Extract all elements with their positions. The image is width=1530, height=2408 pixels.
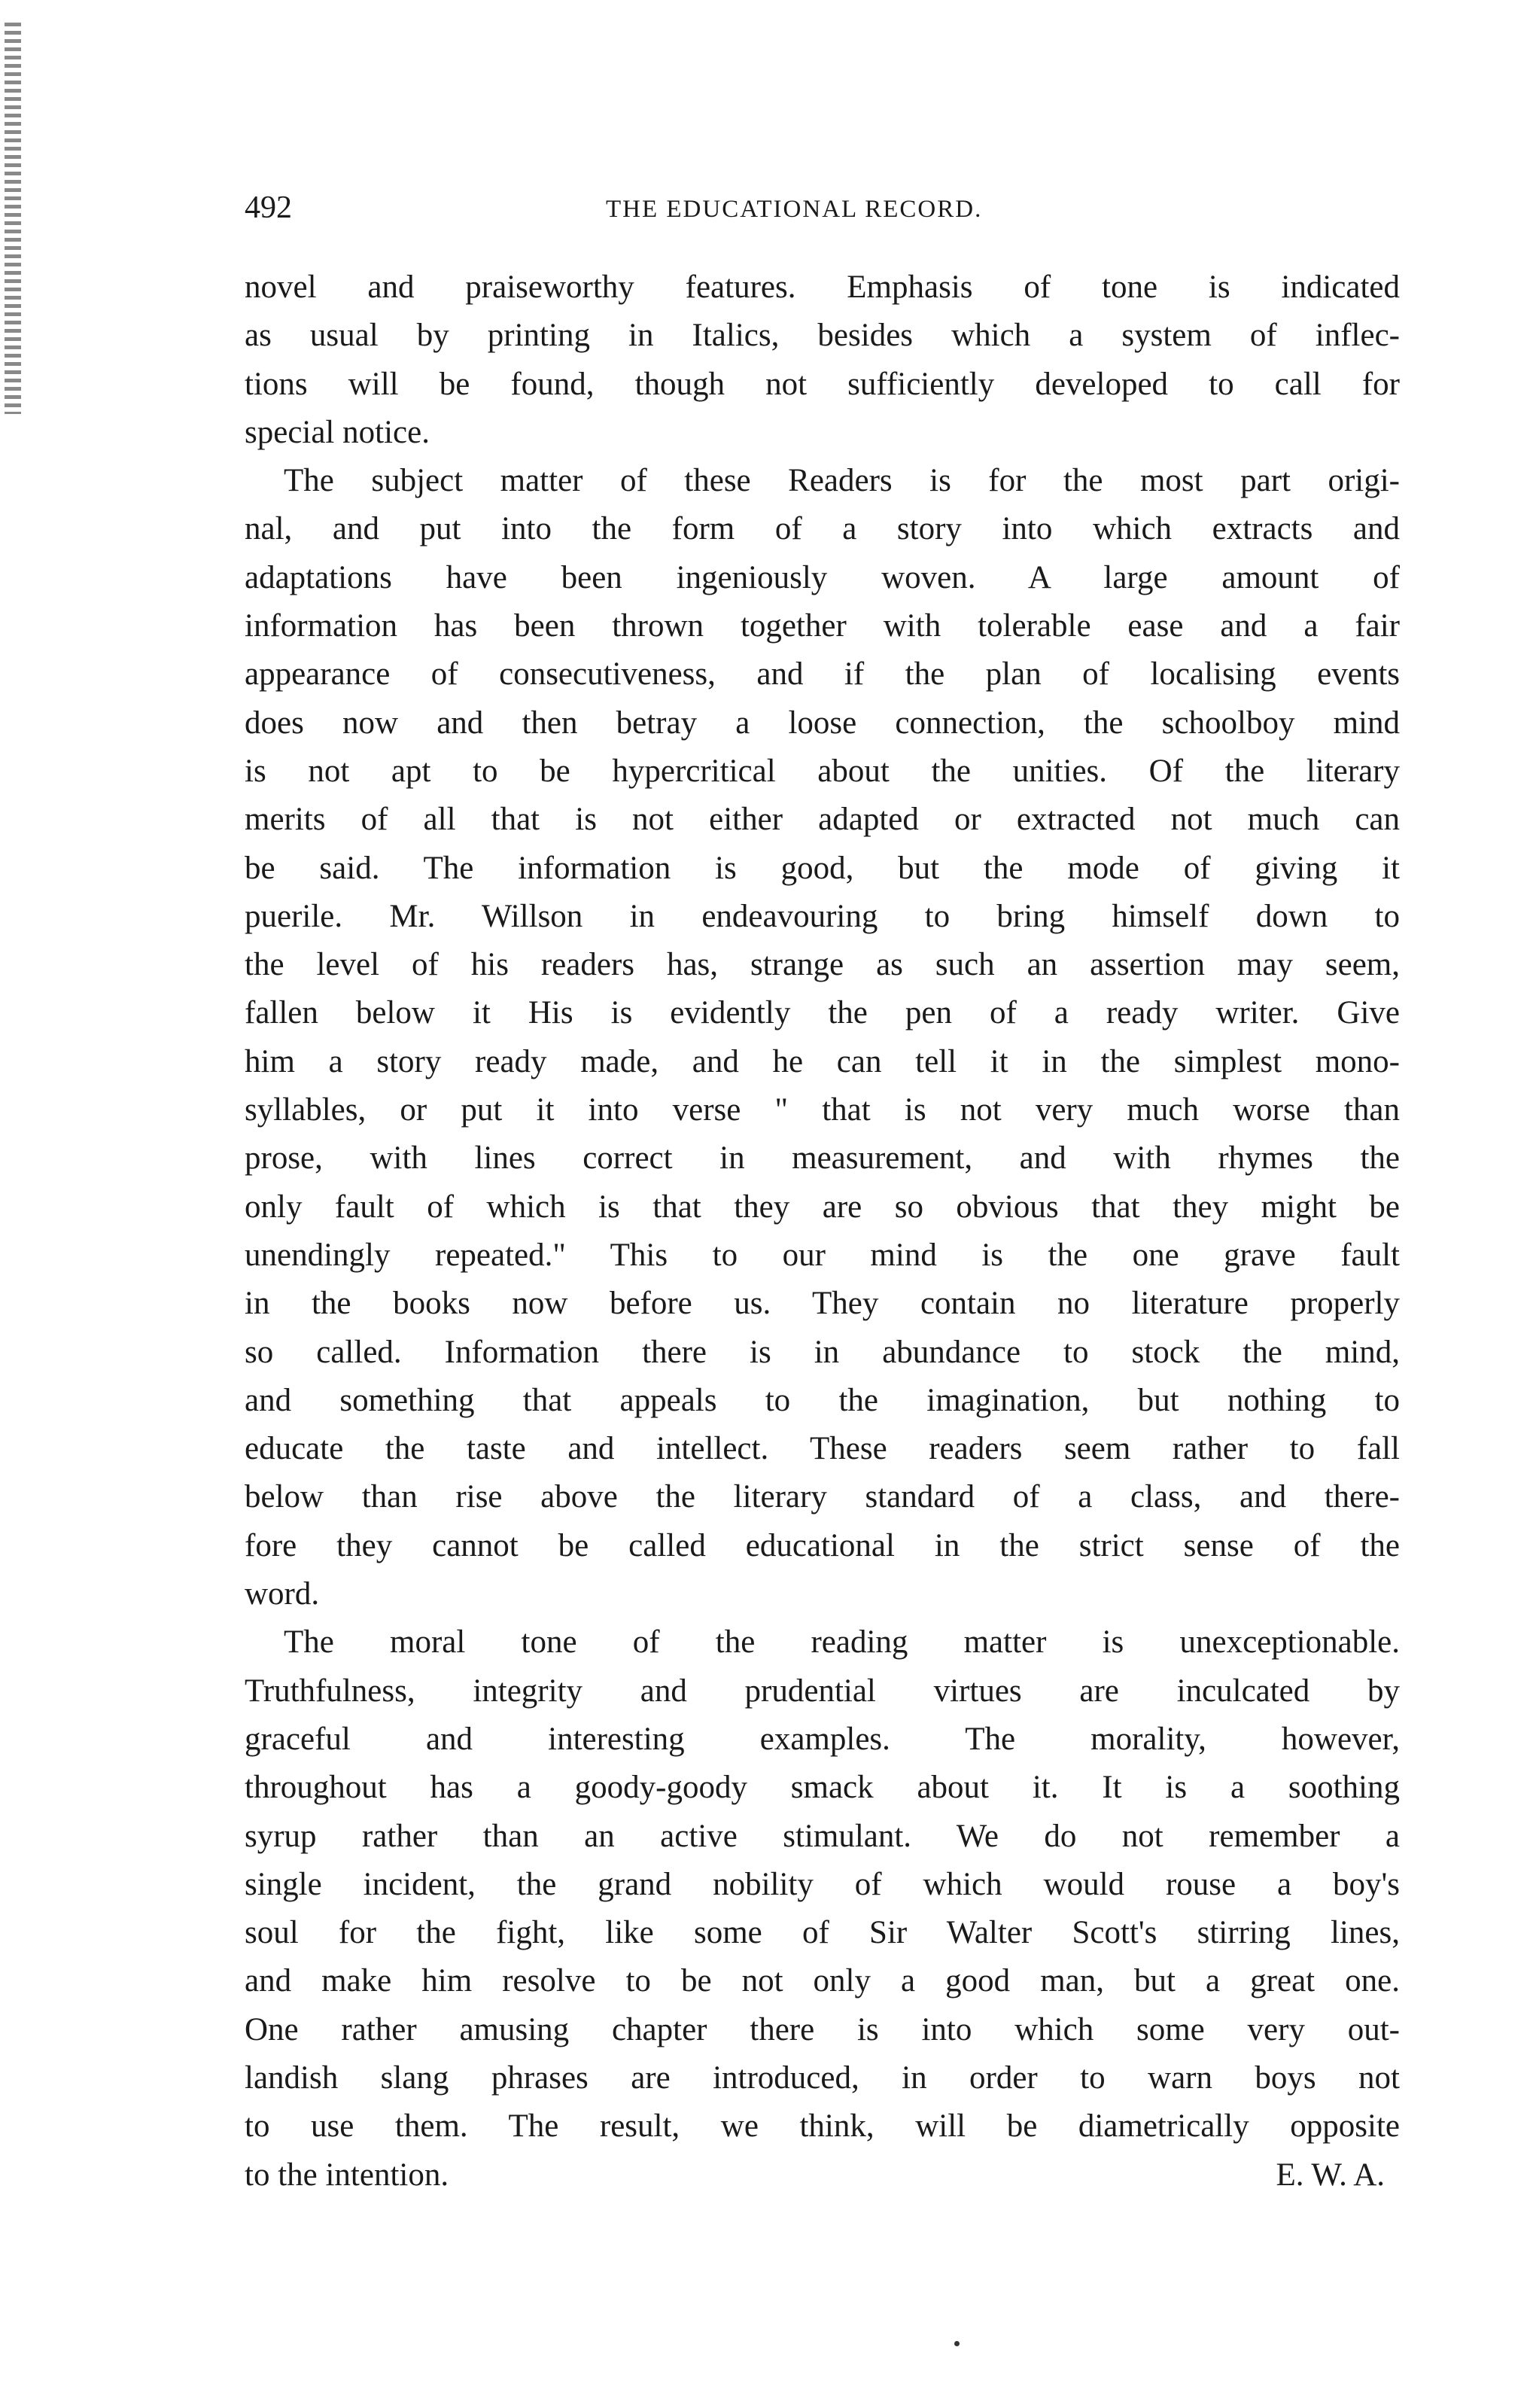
text-line: nal, and put into the form of a story into which extracts and xyxy=(245,511,1400,547)
text-line: graceful and interesting examples. The morality, however, xyxy=(245,1721,1400,1757)
page-header xyxy=(245,185,1400,230)
text-line: puerile. Mr. Willson in endeavouring to bring himself down to xyxy=(245,898,1400,934)
scan-edge-marks xyxy=(5,23,21,414)
text-line: him a story ready made, and he can tell it in the simplest mono- xyxy=(245,1043,1400,1079)
text-line: tions will be found, though not sufficiently developed to call for xyxy=(245,366,1400,402)
text-line: landish slang phrases are introduced, in order to warn boys not xyxy=(245,2059,1400,2096)
text-line: One rather amusing chapter there is into which some very out- xyxy=(245,2011,1400,2047)
paragraph-2 xyxy=(245,457,1400,1618)
article-body xyxy=(245,263,1400,2199)
text-line: merits of all that is not either adapted or extracted not much can xyxy=(245,802,1400,838)
text-line: only fault of which is that they are so obvious that they might be xyxy=(245,1189,1400,1225)
text-line: is not apt to be hypercritical about the unities. Of the literary xyxy=(245,753,1400,789)
paragraph-3 xyxy=(245,1618,1400,2199)
text-line: the level of his readers has, strange as such an assertion may seem, xyxy=(245,947,1400,983)
author-signature: E. W. A. xyxy=(1276,2157,1385,2193)
text-line: prose, with lines correct in measurement, and with rhymes the xyxy=(245,1140,1400,1177)
text-line: below than rise above the literary standard of a class, and there- xyxy=(245,1479,1400,1515)
text-line: novel and praiseworthy features. Emphasis of tone is indicated xyxy=(245,269,1400,305)
text-line: be said. The information is good, but the mode of giving it xyxy=(245,850,1400,886)
text-line: appearance of consecutiveness, and if the plan of localising events xyxy=(245,656,1400,693)
text-line: fore they cannot be called educational in the strict sense of the xyxy=(245,1527,1400,1563)
text-line: and make him resolve to be not only a good man, but a great one. xyxy=(245,1963,1400,1999)
text-line: Truthfulness, integrity and prudential virtues are inculcated by xyxy=(245,1673,1400,1709)
text-line: to use them. The result, we think, will be diametrically opposite xyxy=(245,2108,1400,2145)
text-line: unendingly repeated." This to our mind is the one grave fault xyxy=(245,1237,1400,1273)
scan-speck xyxy=(954,2341,960,2346)
text-line: throughout has a goody-goody smack about it. It is a soothing xyxy=(245,1770,1400,1806)
text-line: syrup rather than an active stimulant. We do not remember a xyxy=(245,1818,1400,1854)
text-line: educate the taste and intellect. These readers seem rather to fall xyxy=(245,1431,1400,1467)
text-line: The moral tone of the reading matter is unexceptionable. xyxy=(284,1624,1400,1661)
text-line: as usual by printing in Italics, besides which a system of inflec- xyxy=(245,318,1400,354)
paragraph-1 xyxy=(245,263,1400,457)
text-line: single incident, the grand nobility of which would rouse a boy's xyxy=(245,1866,1400,1902)
page-number: 492 xyxy=(245,190,292,225)
text-line: soul for the fight, like some of Sir Walter Scott's stirring lines, xyxy=(245,1915,1400,1951)
text-line: information has been thrown together with tolerable ease and a fair xyxy=(245,608,1400,644)
text-line: special notice. xyxy=(245,414,430,450)
text-line: adaptations have been ingeniously woven. A large amount of xyxy=(245,559,1400,595)
text-line: so called. Information there is in abundance to stock the mind, xyxy=(245,1334,1400,1370)
text-line: The subject matter of these Readers is for the most part origi- xyxy=(284,463,1400,499)
text-line: fallen below it His is evidently the pen of a ready writer. Give xyxy=(245,995,1400,1031)
text-line: to the intention. xyxy=(245,2157,449,2193)
running-head: THE EDUCATIONAL RECORD. xyxy=(606,196,983,223)
text-line: in the books now before us. They contain no literature properly xyxy=(245,1286,1400,1322)
text-line: word. xyxy=(245,1576,320,1612)
text-line: and something that appeals to the imagination, but nothing to xyxy=(245,1382,1400,1418)
closing-line xyxy=(245,2151,1400,2199)
text-line: syllables, or put it into verse " that is not very much worse than xyxy=(245,1092,1400,1128)
text-line: does now and then betray a loose connection, the schoolboy mind xyxy=(245,705,1400,741)
